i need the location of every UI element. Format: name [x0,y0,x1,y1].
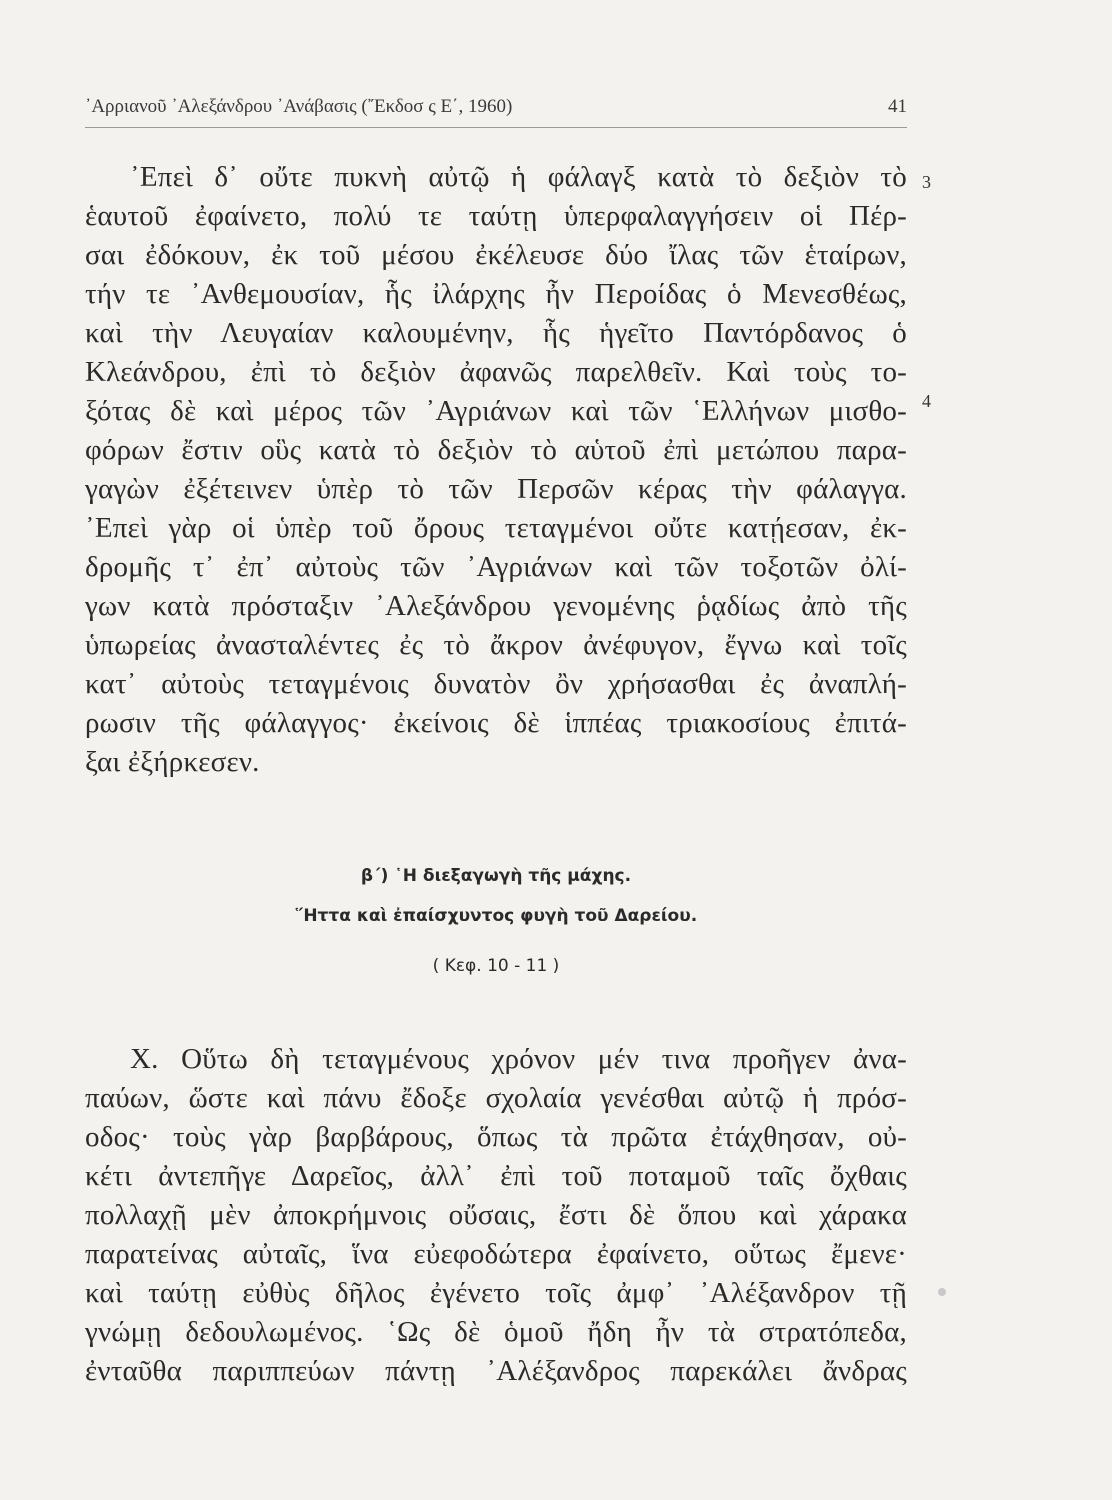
text-line: ἑαυτοῦ ἐφαίνετο, πολύ τε ταύτῃ ὑπερφαλαγγήσειν οἱ Πέρ- [85,200,907,232]
text-line: X. Οὕτω δὴ τεταγμένους χρόνον μέν τινα προῆγεν ἀνα- [130,1043,907,1075]
text-line: ρωσιν τῆς φάλαγγος· ἐκείνοις δὲ ἱππέας τριακοσίους ἐπιτά- [85,707,907,739]
margin-section-number-4: 4 [922,391,931,411]
text-line: ᾿Επεὶ γὰρ οἱ ὑπὲρ τοῦ ὄρους τεταγμένοι οὔτε κατῄεσαν, ἐκ- [85,512,907,544]
header-rule [85,127,907,128]
text-line: γαγὼν ἐξέτεινεν ὑπὲρ τὸ τῶν Περσῶν κέρας τὴν φάλαγγα. [85,473,907,505]
text-line: κατ᾿ αὐτοὺς τεταγμένοις δυνατὸν ὂν χρήσασθαι ἐς ἀναπλή- [85,668,907,700]
text-line: Κλεάνδρου, ἐπὶ τὸ δεξιὸν ἀφανῶς παρελθεῖν. Καὶ τοὺς το- [85,356,907,388]
text-line: δρομῆς τ᾿ ἐπ᾿ αὐτοὺς τῶν ᾿Αγριάνων καὶ τῶν τοξοτῶν ὀλί- [85,551,907,583]
text-line: κέτι ἀντεπῆγε Δαρεῖος, ἀλλ᾿ ἐπὶ τοῦ ποταμοῦ ταῖς ὄχθαις [85,1160,907,1192]
text-line: πολλαχῇ μὲν ἀποκρήμνοις οὔσαις, ἔστι δὲ ὅπου καὶ χάρακα [85,1199,907,1231]
text-line: καὶ ταύτῃ εὐθὺς δῆλος ἐγένετο τοῖς ἀμφ᾿ ᾿Αλέξανδρον τῇ [85,1277,907,1309]
section-heading: β΄) ῾Η διεξαγωγὴ τῆς μάχης. [360,866,632,886]
text-line: γων κατὰ πρόσταξιν ᾿Αλεξάνδρου γενομένης ῥᾳδίως ἀπὸ τῆς [85,590,907,622]
text-line: ἐνταῦθα παριππεύων πάντῃ ᾿Αλέξανδρος παρεκάλει ἄνδρας [85,1355,907,1387]
text-line: σαι ἐδόκουν, ἐκ τοῦ μέσου ἐκέλευσε δύο ἴλας τῶν ἑταίρων, [85,239,907,271]
page-number: 41 [888,96,907,117]
margin-section-number-3: 3 [922,172,931,192]
text-line: ξότας δὲ καὶ μέρος τῶν ᾿Αγριάνων καὶ τῶν ῾Ελλήνων μισθο- [85,395,907,427]
text-line: παύων, ὥστε καὶ πάνυ ἔδοξε σχολαία γενέσθαι αὐτῷ ἡ πρόσ- [85,1082,907,1114]
text-line: γνώμῃ δεδουλωμένος. ῾Ως δὲ ὁμοῦ ἤδη ἦν τὰ στρατόπεδα, [85,1316,907,1348]
text-line: καὶ τὴν Λευγαίαν καλουμένην, ἧς ἡγεῖτο Παντόρδανος ὁ [85,317,907,349]
section-subheading: ῞Ηττα καὶ ἐπαίσχυντος φυγὴ τοῦ Δαρείου. [294,906,698,926]
paragraph-1 [85,158,907,782]
text-line: ξαι ἐξήρκεσεν. [85,746,260,778]
paper-speck [938,1288,946,1296]
running-head-title: ᾿Αρριανοῦ ᾿Αλεξάνδρου ᾿Ανάβασις (῎Εκδοσ ς Ε΄, 1960) [85,96,513,117]
text-line: παρατείνας αὐταῖς, ἵνα εὐεφοδώτερα ἐφαίνετο, οὕτως ἔμενε· [85,1238,907,1270]
text-line: φόρων ἔστιν οὓς κατὰ τὸ δεξιὸν τὸ αὑτοῦ ἐπὶ μετώπου παρα- [85,434,907,466]
chapter-reference: ( Κεφ. 10 - 11 ) [432,956,560,976]
text-line: οδος· τοὺς γὰρ βαρβάρους, ὅπως τὰ πρῶτα ἐτάχθησαν, οὐ- [85,1121,907,1153]
text-line: ὑπωρείας ἀνασταλέντες ἐς τὸ ἄκρον ἀνέφυγον, ἔγνω καὶ τοῖς [85,629,907,661]
text-line: ᾿Επεὶ δ᾿ οὔτε πυκνὴ αὐτῷ ἡ φάλαγξ κατὰ τὸ δεξιὸν τὸ [130,161,907,193]
paragraph-2 [85,1040,907,1391]
running-head [85,96,907,118]
text-line: τήν τε ᾿Ανθεμουσίαν, ἧς ἰλάρχης ἦν Περοίδας ὁ Μενεσθέως, [85,278,907,310]
